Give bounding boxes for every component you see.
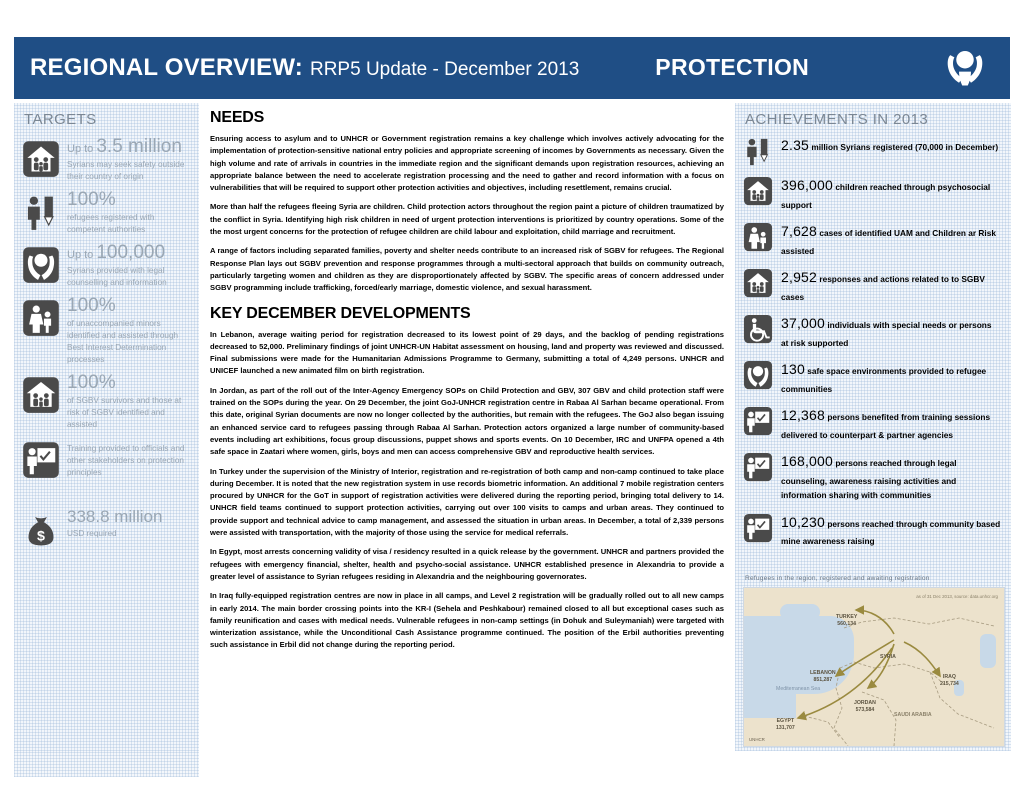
achievement-label: safe space environments provided to refugee communities	[781, 366, 987, 394]
target-description: of SGBV survivors and those at risk of SGBV identified and assisted	[67, 396, 182, 430]
map-label-syria: SYRIA	[880, 654, 896, 660]
achievement-label: individuals with special needs or persons at risk supported	[781, 320, 992, 348]
funding-description: USD required	[67, 528, 117, 538]
developments-paragraph: In Egypt, most arrests concerning validity of visa / residency resulted in a quick release by the government. UNHCR and partners provided the refugees with emergency financial, shelter, health and psycho-social assistance. UNHCR established presence in Alexandria to provide a greater level of assistance to Syrian refugees residing in Alexandria and the neighbouring governorates.	[210, 547, 724, 581]
achievement-label: persons reached through community based mine awareness raising	[781, 518, 1001, 547]
target-value: 100%	[67, 371, 116, 393]
target-description: refugees registered with competent authorities	[67, 213, 155, 235]
needs-paragraph: Ensuring access to asylum and to UNHCR or Government registration remains a key challenge which involves actively advocating for the implementation of protection-sensitive national entry policies and appropriate screening of incomes by Governments as necessary. Given the high volume and rate of arrivals in countries in the immediate region and the significant demands upon registration resources, achieving an appropriate balance between the need to accelerate registration processing and the need to gather and record information with a focus on vulnerabilities that will be required to support other protection activities and objectives, including resettlement, remains crucial.	[210, 134, 724, 193]
achievements-column	[735, 103, 1011, 751]
achievement-number: 396,000	[781, 177, 834, 193]
map-caption: Refugees in the region, registered and awaiting registration	[745, 575, 930, 582]
woman-and-child-icon	[743, 222, 773, 252]
needs-column	[200, 103, 732, 751]
achievement-item	[735, 448, 1011, 503]
target-value: 100%	[67, 295, 116, 317]
target-value-line	[67, 189, 191, 210]
needs-heading: NEEDS	[210, 109, 265, 126]
family-in-house-icon	[743, 268, 773, 298]
achievement-item	[735, 310, 1011, 350]
achievement-item	[735, 172, 1011, 212]
achievement-text	[781, 509, 1001, 549]
family-in-house-icon	[22, 140, 60, 178]
achievement-text	[781, 172, 1001, 212]
achievement-label: persons reached through legal counseling, awareness raising activities and information sharing with communities	[781, 458, 957, 501]
achievement-label: responses and actions related to to SGBV cases	[781, 274, 985, 302]
achievement-number: 168,000	[781, 453, 834, 470]
achievement-label: cases of identified UAM and Children ar Risk assisted	[781, 228, 996, 256]
training-board-icon	[743, 406, 773, 436]
woman-and-child-icon	[22, 299, 60, 337]
needs-body	[206, 109, 726, 652]
target-item	[14, 291, 199, 366]
achievement-number: 2,952	[781, 269, 818, 286]
achievement-item	[735, 132, 1011, 166]
page-header	[14, 37, 1010, 99]
achievement-text	[781, 448, 1001, 503]
funding-value: 338.8 million	[67, 506, 163, 526]
achievements-heading: ACHIEVEMENTS IN 2013	[745, 111, 929, 128]
person-with-pencil-icon	[22, 193, 60, 231]
target-description: Syrians provided with legal counselling and information	[67, 266, 167, 288]
targets-heading: TARGETS	[24, 111, 97, 128]
target-value-line	[67, 136, 191, 157]
map-source-note: as of 31 Dec 2013, source: data.unhcr.org	[916, 594, 998, 599]
target-description: of unaccompanied minors identified and assisted through Best Interest Determination processes	[67, 319, 179, 365]
achievement-item	[735, 356, 1011, 396]
target-text	[67, 185, 191, 236]
funding-text	[67, 503, 191, 540]
regional-refugee-map[interactable]	[743, 587, 1005, 747]
achievement-text	[781, 264, 1001, 304]
achievement-number: 37,000	[781, 315, 826, 332]
target-value: 100,000	[96, 242, 166, 264]
developments-heading: KEY DECEMBER DEVELOPMENTS	[210, 304, 471, 322]
target-description: Training provided to officials and other stakeholders on protection principles	[67, 443, 185, 477]
page-subtitle: RRP5 Update - December 2013	[309, 59, 580, 80]
hands-protecting-person-icon	[22, 246, 60, 284]
family-in-house-icon	[743, 176, 773, 206]
hands-protecting-person-icon	[743, 360, 773, 390]
needs-paragraph: More than half the refugees fleeing Syria are children. Child protection actors throughout the region paint a picture of children traumatized by the conflict in Syria. Identifying high risk children in need of urgent protection interventions is prioritized by country operations. Some of the the most urgent concerns for the protection of refugee children are child labour and exploitation, child marriage and recruitment.	[210, 202, 724, 237]
developments-paragraph: In Lebanon, average waiting period for registration decreased to its lowest point of 29 days, and the backlog of pending registrations decreased to 52,000. Preliminary findings of joint UNHCR-UN Habitat assessment on housing, land and property was reviewed and discussed. Final submissions were made for the Humanitarian Admissions Programme to Germany, submitting a total of 4,249 persons. UNHCR and UNICEF launched a new animated film on birth registration.	[210, 329, 724, 376]
funding-requirement	[14, 503, 199, 549]
target-item	[14, 433, 199, 479]
target-item	[14, 185, 199, 236]
achievement-number: 12,368	[781, 407, 826, 424]
achievement-number: 7,628	[781, 223, 818, 240]
money-bag-dollar-icon	[22, 511, 60, 549]
map-label-lebanon: LEBANON 851,287	[810, 670, 836, 683]
achievement-text	[781, 402, 1001, 442]
map-label-turkey: TURKEY 560,134	[836, 614, 858, 627]
target-value: 3.5 million	[96, 136, 182, 157]
achievement-text	[781, 310, 1001, 350]
svg-text:$: $	[37, 528, 45, 545]
target-text	[67, 291, 191, 366]
target-value-line	[67, 372, 191, 393]
header-title-group	[30, 54, 809, 82]
target-value: 100%	[67, 189, 116, 211]
developments-paragraph: In Jordan, as part of the roll out of the Inter-Agency Emergency SOPs on Child Protection and GBV, 307 GBV and child protection staff were trained on the SOPs during the year. On 29 December, the joint GoJ-UNHCR registration centre in Rabaa Al Sarhan became operational. From this date, original Syrian documents are now no longer collected by the authorities, but remain with the refugees. The GoJ also began issuing an enhanced service card to refugees passing through Rabaa Al Sarhan. Protection actors organized a large number of community-based events including art exhibitions, focus group discussions, puppet shows and sports events. On 10 December, IRC and UNFPA opened a 4th safe space in Zaatari where women, girls, boys and men can access comprehensive GBV and reproductive health services.	[210, 385, 724, 457]
achievement-item	[735, 264, 1011, 304]
wheelchair-icon	[743, 314, 773, 344]
achievement-number: 10,230	[781, 513, 826, 530]
target-prefix: Up to	[67, 249, 97, 262]
training-board-icon	[22, 441, 60, 479]
family-shelter-icon	[22, 376, 60, 414]
target-text	[67, 368, 191, 431]
map-label-egypt: EGYPT 131,707	[776, 718, 795, 731]
target-item	[14, 238, 199, 289]
achievement-item	[735, 218, 1011, 258]
achievement-label: children reached through psychosocial support	[781, 182, 991, 210]
training-board-icon	[743, 452, 773, 482]
page-title: REGIONAL OVERVIEW:	[30, 54, 303, 81]
achievement-label: million Syrians registered (70,000 in December)	[809, 142, 999, 152]
developments-paragraph: In Turkey under the supervision of the Ministry of Interior, registration and re-registration of both camp and non-camp continued to take place during December. It is noted that the new registration system in use records biometric information. An additional 7 mobile registration centers procured by UNHCR for the GoT in support of registration activities were delivered during the reporting period, bringing total delivery to 14. UNHCR field teams continued to support protection activities, carrying out over 100 visits to camps and urban areas. They continued to provide support and technical advice to camp management, and assessed the situation in urban areas. In December, a total of 2,339 persons were assisted with transportation, with the majority of those using the service for medical referrals.	[210, 466, 724, 538]
target-prefix: Up to	[67, 143, 97, 155]
target-text	[67, 132, 191, 183]
map-logo-label: UNHCR	[749, 737, 765, 742]
achievement-text	[781, 132, 1001, 158]
target-text	[67, 433, 191, 479]
map-label-mediterranean-sea: Mediterranean Sea	[776, 686, 821, 692]
target-item	[14, 368, 199, 431]
developments-paragraph: In Iraq fully-equipped registration centres are now in place in all camps, and Level 2 registration will be gradually rolled out to all new camps in early 2014. The main border crossing points into the KR-I (Sehela and Peshkabour) remained closed to all but exceptional cases such as family reunification and cases with medical needs. Vulnerable refugees in non-camp settings (in Dohuk and Suleymaniah) were targeted with winterization assistance, while the Unconditional Cash Assistance programme continued. The position of the Erbil authorities preventing such assistance in Erbil did not change during the reporting period.	[210, 591, 724, 650]
map-label-saudi-arabia: SAUDI ARABIA	[894, 712, 932, 718]
sector-title: PROTECTION	[655, 54, 810, 80]
target-value-line	[67, 242, 191, 263]
map-label-jordan: JORDAN 573,584	[854, 700, 876, 713]
target-description: Syrians may seek safety outside their country of origin	[67, 160, 185, 182]
achievement-item	[735, 402, 1011, 442]
achievement-text	[781, 356, 1001, 396]
target-value-line	[67, 295, 191, 316]
training-board-icon	[743, 513, 773, 543]
achievement-label: persons benefited from training sessions delivered to counterpart & partner agencies	[781, 412, 991, 440]
achievement-text	[781, 218, 1001, 258]
hands-cradling-person-icon	[942, 45, 988, 91]
achievement-item	[735, 509, 1011, 549]
footer-texture	[14, 751, 199, 777]
targets-column	[14, 103, 199, 751]
achievement-number: 2.35	[781, 137, 810, 153]
target-text	[67, 238, 191, 289]
map-label-iraq: IRAQ 215,734	[940, 674, 959, 687]
person-with-pencil-icon	[743, 136, 773, 166]
achievement-number: 130	[781, 361, 805, 378]
target-item	[14, 132, 199, 183]
needs-paragraph: A range of factors including separated families, poverty and shelter needs contribute to an increased risk of SGBV for refugees. The Regional Response Plan lays out SGBV prevention and response programmes through a multi-sectoral approach that builds on community outreach, particularly targeting women and children as they are disproportionately affected by SGBV. The specific areas of concern addressed under SGBV programming include trafficking, forced/early marriage, domestic violence, and sexual harassment.	[210, 246, 724, 293]
